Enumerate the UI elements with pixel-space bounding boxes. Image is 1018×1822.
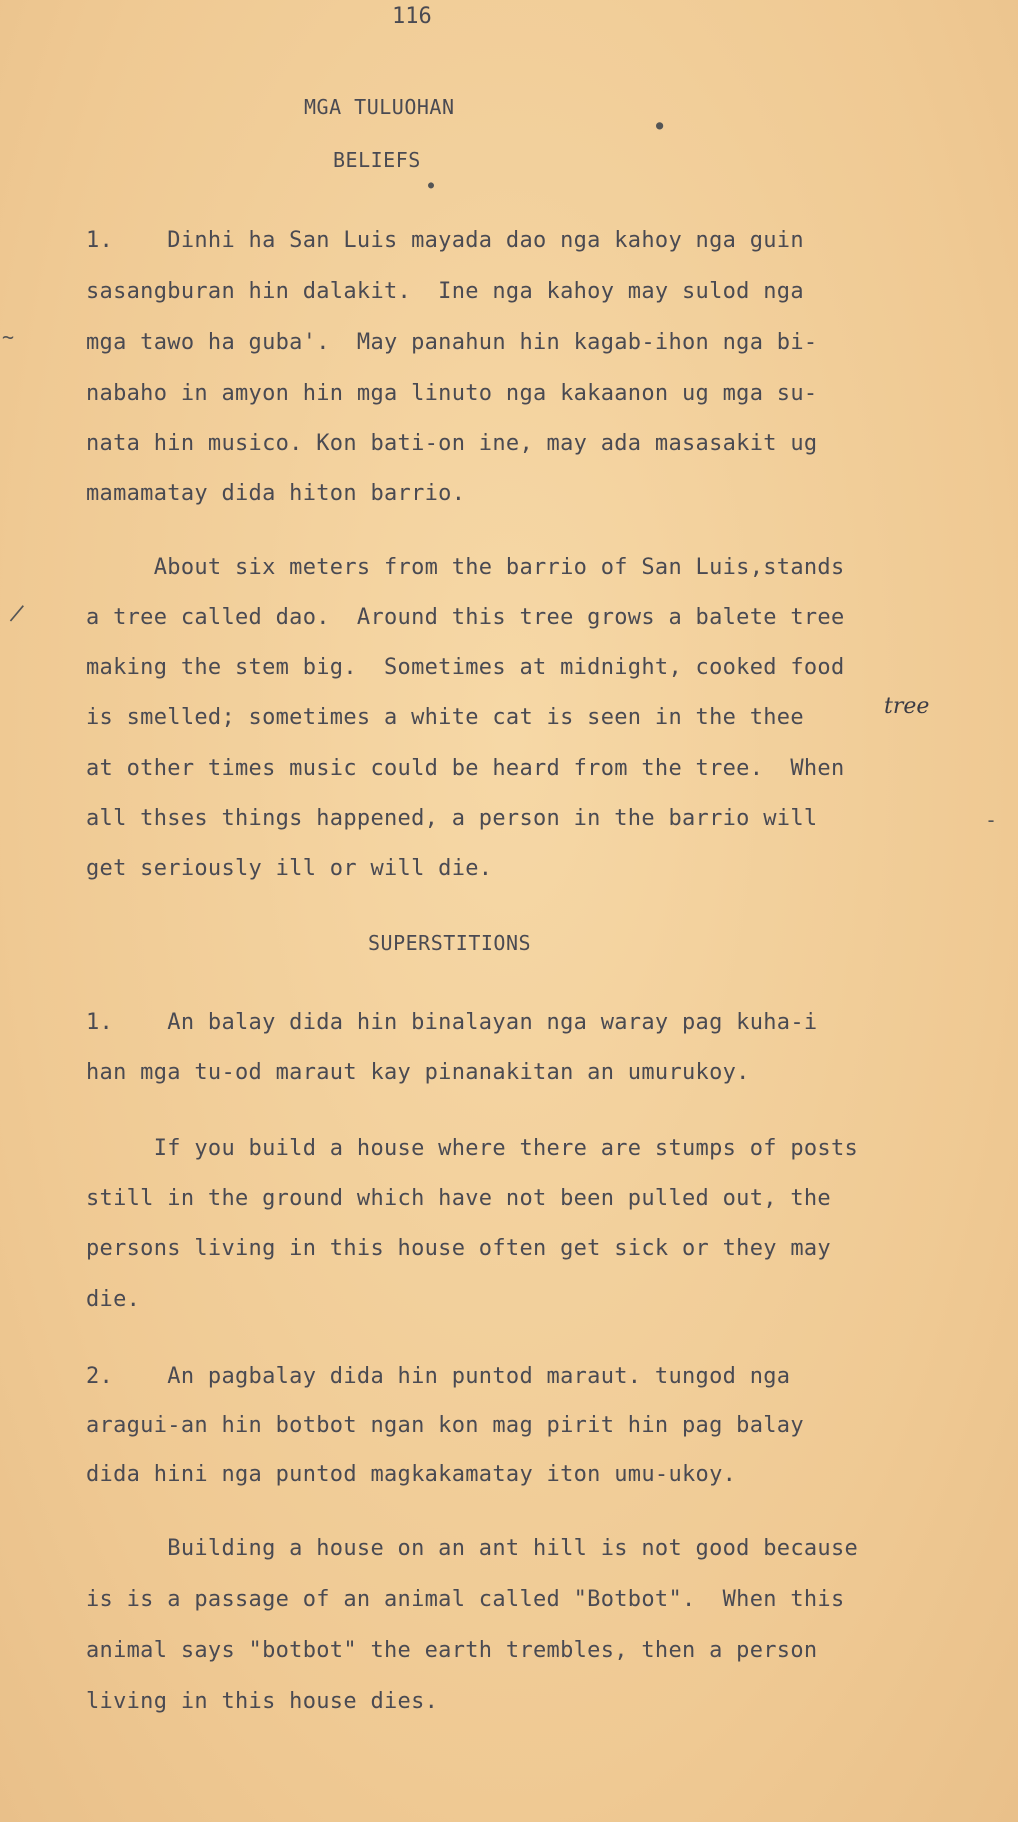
belief-1-english-line: at other times music could be heard from the tree. When <box>86 756 845 781</box>
handwritten-correction: tree <box>884 694 930 719</box>
margin-dot: ● <box>656 118 664 132</box>
belief-1-english-line: get seriously ill or will die. <box>86 856 493 881</box>
superstition-2-english-line: Building a house on an ant hill is not good because <box>86 1536 859 1561</box>
page-number: 116 <box>392 4 432 29</box>
superstition-2-english-line: animal says "botbot" the earth trembles, then a person <box>86 1638 818 1663</box>
superstition-2-native-line: 2. An pagbalay dida hin puntod maraut. tungod nga <box>86 1364 791 1389</box>
superstition-2-native-line: dida hini nga puntod magkakamatay iton umu-ukoy. <box>86 1462 737 1487</box>
belief-1-english-line: About six meters from the barrio of San Luis,stands <box>86 555 845 580</box>
belief-1-native-line: mamamatay dida hiton barrio. <box>86 481 466 506</box>
superstition-1-english-line: die. <box>86 1287 141 1312</box>
belief-1-english-line: is smelled; sometimes a white cat is seen in the thee <box>86 705 804 730</box>
belief-1-native-line: mga tawo ha guba'. May panahun hin kagab-ihon nga bi- <box>86 330 818 355</box>
margin-dot: ● <box>428 180 435 191</box>
margin-mark: - <box>985 808 998 832</box>
superstition-2-english-line: living in this house dies. <box>86 1689 439 1714</box>
superstition-1-native-line: han mga tu-od maraut kay pinanakitan an umurukoy. <box>86 1060 750 1085</box>
belief-1-native-line: nabaho in amyon hin mga linuto nga kakaanon ug mga su- <box>86 381 818 406</box>
superstition-1-native-line: 1. An balay dida hin binalayan nga waray pag kuha-i <box>86 1010 818 1035</box>
heading-superstitions: SUPERSTITIONS <box>368 931 532 955</box>
superstition-2-native-line: aragui-an hin botbot ngan kon mag pirit hin pag balay <box>86 1413 804 1438</box>
heading-beliefs-native: MGA TULUOHAN <box>304 95 455 119</box>
superstition-1-english-line: still in the ground which have not been pulled out, the <box>86 1186 831 1211</box>
belief-1-english-line: making the stem big. Sometimes at midnight, cooked food <box>86 655 845 680</box>
belief-1-native-line: 1. Dinhi ha San Luis mayada dao nga kahoy nga guin <box>86 228 804 253</box>
margin-mark: | <box>5 598 31 626</box>
belief-1-native-line: sasangburan hin dalakit. Ine nga kahoy may sulod nga <box>86 279 804 304</box>
belief-1-english-line: all thses things happened, a person in the barrio will <box>86 806 818 831</box>
heading-beliefs: BELIEFS <box>333 148 421 172</box>
margin-mark: ~ <box>2 325 15 349</box>
belief-1-english-line: a tree called dao. Around this tree grows a balete tree <box>86 605 845 630</box>
belief-1-native-line: nata hin musico. Kon bati-on ine, may ada masasakit ug <box>86 431 818 456</box>
superstition-2-english-line: is is a passage of an animal called "Botbot". When this <box>86 1587 845 1612</box>
superstition-1-english-line: If you build a house where there are stumps of posts <box>86 1136 859 1161</box>
superstition-1-english-line: persons living in this house often get sick or they may <box>86 1236 831 1261</box>
